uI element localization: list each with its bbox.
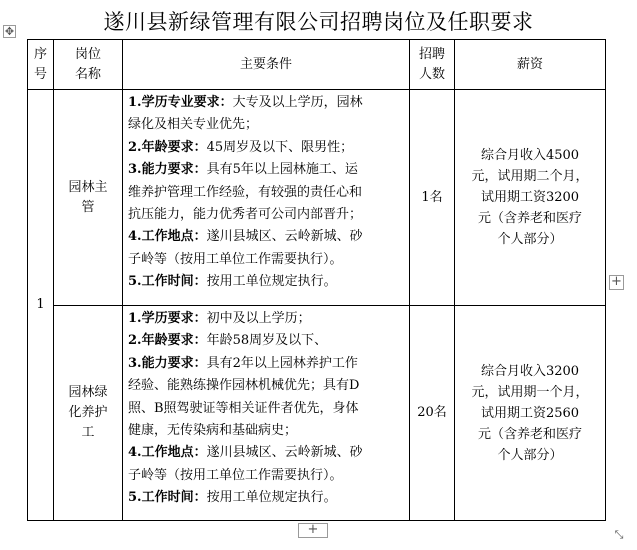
requirement-text: 遂川县城区、云岭新城、砂	[206, 445, 363, 461]
requirements-cell	[123, 306, 410, 521]
requirement-line	[128, 353, 405, 375]
salary-line: 试用期工资3200	[480, 190, 580, 205]
header-count-line: 人数	[418, 66, 445, 82]
requirement-line	[128, 182, 405, 204]
salary-line: 元（含养老和医疗	[477, 426, 582, 442]
salary-cell	[455, 90, 606, 306]
requirement-text: 大专及以上学历，园林	[232, 95, 363, 110]
position-line: 化养护	[68, 405, 108, 420]
salary-cell	[455, 306, 606, 521]
header-position-line: 岗位	[74, 46, 101, 62]
requirement-label: 4.工作地点：	[128, 445, 207, 461]
header-count	[410, 40, 455, 90]
requirement-text: 遂川县城区、云岭新城、砂	[206, 229, 363, 245]
header-position-line: 名称	[74, 66, 101, 82]
requirement-line	[128, 442, 405, 464]
header-position	[54, 40, 123, 90]
table-row	[28, 306, 606, 521]
requirement-text: 子岭等（按用工单位工作需要执行）。	[128, 251, 343, 267]
requirement-text: 具有2年以上园林养护工作	[206, 355, 358, 371]
requirement-line	[128, 159, 405, 181]
requirement-line	[128, 465, 405, 487]
header-seq	[28, 40, 54, 90]
requirement-line	[128, 137, 405, 159]
header-row	[28, 40, 606, 90]
requirement-label: 5.工作时间：	[128, 274, 207, 290]
requirement-text: 经验、能熟练操作园林机械优先；具有D	[128, 378, 360, 394]
position-line: 园林主	[68, 179, 108, 195]
header-requirements: 主要条件	[123, 40, 410, 90]
requirement-text: 按用工单位规定执行。	[206, 490, 337, 506]
add-row-icon[interactable]: +	[298, 523, 328, 538]
position-line: 园林绿	[68, 385, 108, 400]
requirement-text: 抗压能力，能力优秀者可公司内部晋升；	[128, 207, 363, 223]
requirement-label: 1.学历要求：	[128, 311, 207, 326]
requirement-text: 具有5年以上园林施工、运	[206, 162, 358, 178]
requirement-text: 年龄58周岁及以下、	[206, 333, 328, 349]
salary-line: 个人部分）	[497, 232, 563, 247]
salary-line: 元，试用期二个月，	[471, 169, 589, 184]
salary-line: 综合月收入4500	[480, 148, 580, 163]
salary-line: 元，试用期一个月，	[471, 384, 589, 400]
requirement-line	[128, 271, 405, 293]
salary-line: 元（含养老和医疗	[477, 211, 582, 226]
resize-icon[interactable]: ⤡	[614, 528, 624, 541]
table-row	[28, 90, 606, 306]
salary-line: 个人部分）	[497, 447, 563, 463]
requirement-label: 2.年龄要求：	[128, 333, 207, 349]
requirements-cell	[123, 90, 410, 306]
requirement-label: 1.学历专业要求：	[128, 95, 233, 110]
requirement-text: 绿化及相关专业优先；	[128, 117, 259, 133]
header-seq-line: 序	[33, 46, 47, 62]
requirement-line	[128, 330, 405, 352]
requirement-line	[128, 487, 405, 509]
requirement-label: 4.工作地点：	[128, 229, 207, 245]
seq-number: 1	[28, 90, 54, 521]
requirement-label: 3.能力要求：	[128, 355, 207, 371]
requirement-line	[128, 249, 405, 271]
requirement-line	[128, 420, 405, 442]
requirement-line	[128, 114, 405, 136]
requirement-text: 维养护管理工作经验，有较强的责任心和	[128, 184, 363, 200]
add-column-icon[interactable]: +	[609, 275, 624, 290]
requirement-text: 45周岁及以下、限男性；	[206, 139, 354, 155]
salary-line: 综合月收入3200	[480, 363, 580, 379]
hire-count: 1名	[410, 90, 455, 306]
requirement-line	[128, 92, 405, 114]
requirement-label: 3.能力要求：	[128, 162, 207, 178]
header-salary: 薪资	[455, 40, 606, 90]
requirement-text: 照、B照驾驶证等相关证件者优先，身体	[128, 400, 359, 416]
page-title: 遂川县新绿管理有限公司招聘岗位及任职要求	[103, 10, 534, 34]
position-line: 管	[81, 199, 95, 215]
position-name	[54, 306, 123, 521]
salary-line: 试用期工资2560	[480, 405, 580, 421]
requirement-line	[128, 308, 405, 330]
requirement-line	[128, 204, 405, 226]
recruitment-table	[27, 39, 606, 521]
table-move-icon[interactable]: ✥	[4, 25, 15, 38]
header-seq-line: 号	[33, 66, 47, 82]
hire-count: 20名	[410, 306, 455, 521]
requirement-text: 按用工单位规定执行。	[206, 274, 337, 290]
position-line: 工	[81, 425, 95, 440]
requirement-text: 子岭等（按用工单位工作需要执行）。	[128, 467, 343, 483]
requirement-label: 2.年龄要求：	[128, 139, 207, 155]
requirement-label: 5.工作时间：	[128, 490, 207, 506]
requirement-line	[128, 398, 405, 420]
requirement-text: 初中及以上学历；	[206, 311, 311, 326]
requirement-line	[128, 226, 405, 248]
header-count-line: 招聘	[418, 46, 445, 62]
requirement-text: 健康，无传染病和基础病史；	[128, 423, 298, 439]
position-name	[54, 90, 123, 306]
requirement-line	[128, 375, 405, 397]
